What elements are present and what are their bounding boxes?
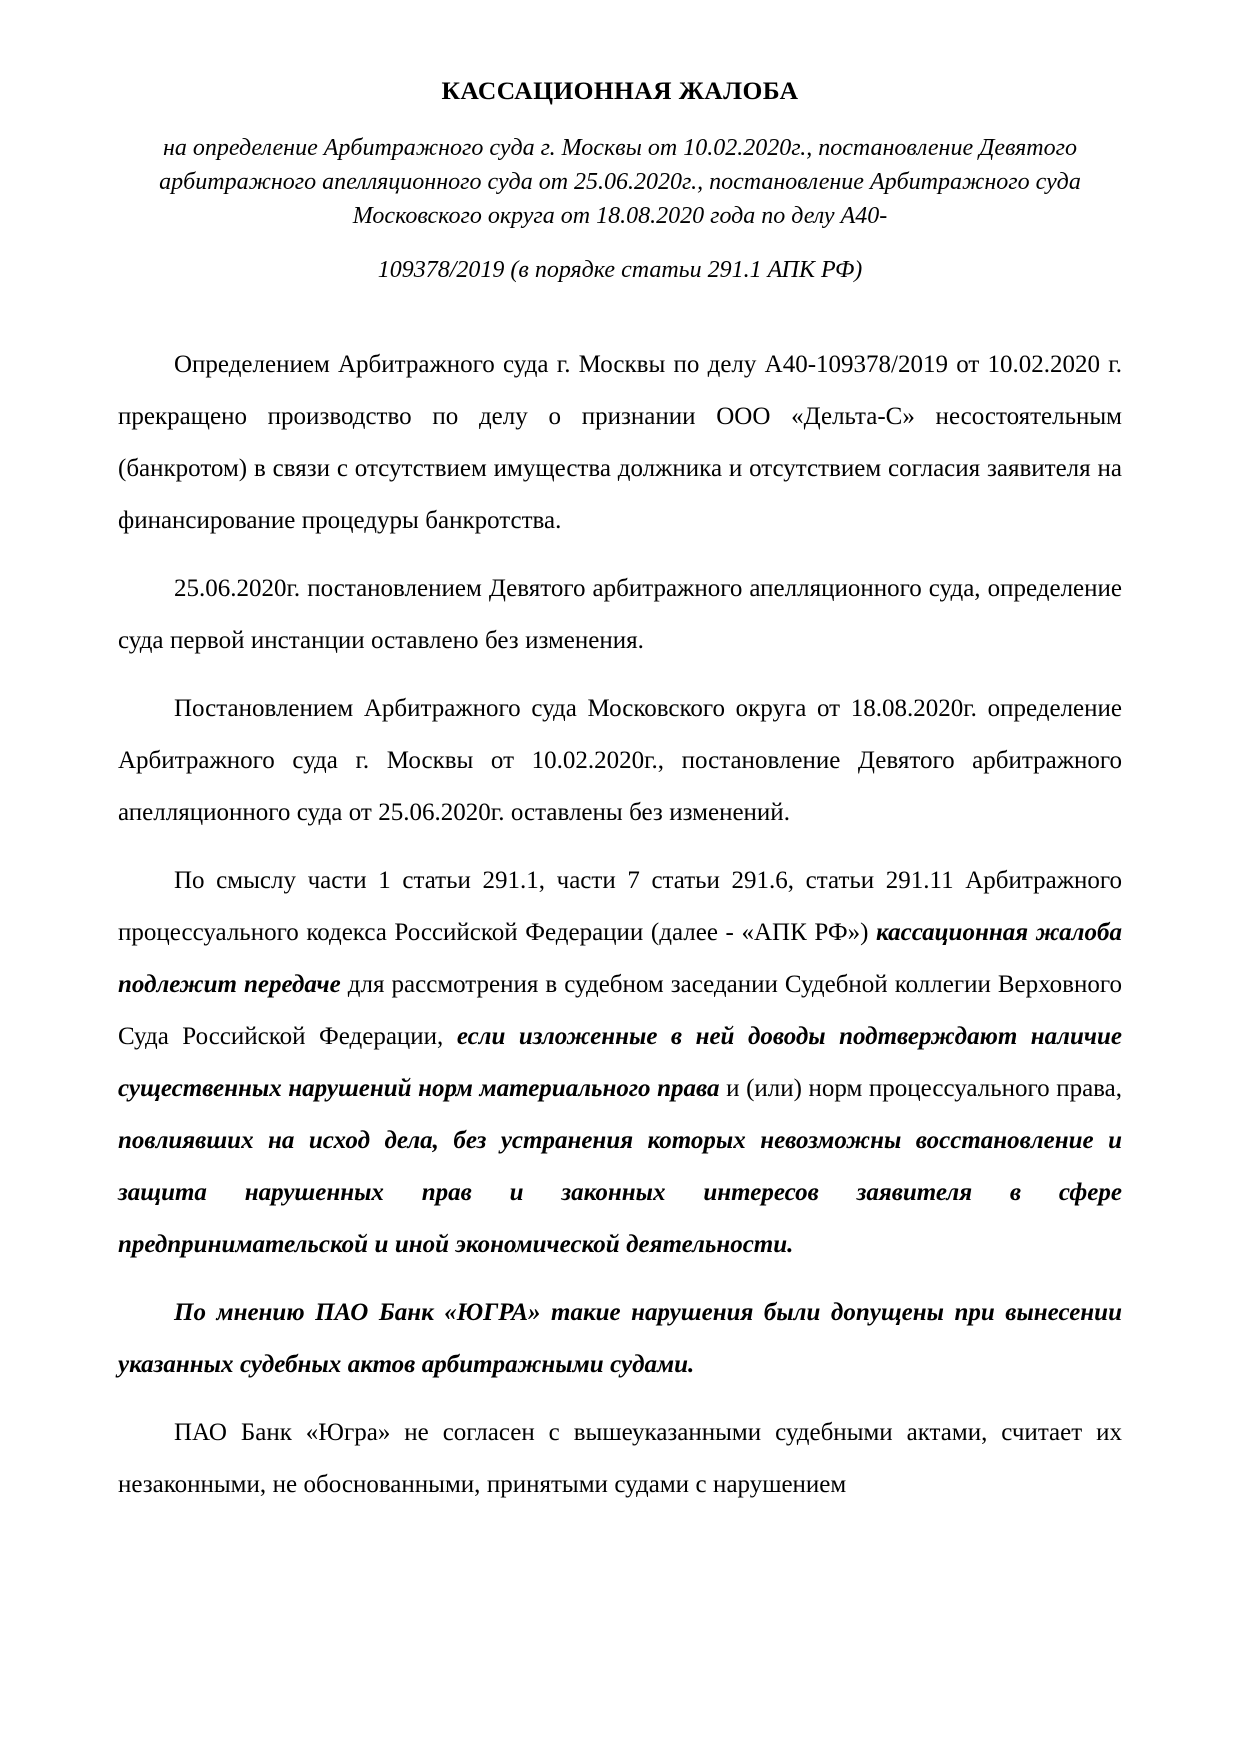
document-subtitle xyxy=(118,107,1122,287)
paragraph-6: ПАО Банк «Югра» не согласен с вышеуказанными судебными актами, считает их незаконными, не обоснованными, принятыми судами с нарушением xyxy=(118,1418,1122,1498)
text-run-5: и (или) норм процессуального права, xyxy=(719,1074,1123,1102)
paragraph-4 xyxy=(118,855,1122,1271)
subtitle-main-text: на определение Арбитражного суда г. Москвы от 10.02.2020г., постановление Девятого арбитражного апелляционного суда от 25.06.2020г., постановление Арбитражного суда Московского округа от 18.08.2020 года по делу А40- xyxy=(159,134,1081,229)
text-run-3: для рассмотрения в судебном заседании Судебной коллегии Верховного Суда Российской Федерации, xyxy=(118,970,1123,1050)
document-body xyxy=(118,287,1122,1511)
text-run-6: повлиявших на исход дела, без устранения которых невозможны восстановление и защита нарушенных прав и законных интересов заявителя в сфере предпринимательской и иной экономической деятельности. xyxy=(118,1126,1122,1258)
text-run-2: кассационная жалоба подлежит передаче xyxy=(118,918,1122,998)
text-run-1: По мнению ПАО Банк «ЮГРА» такие нарушения были допущены при вынесении указанных судебных актов арбитражными судами. xyxy=(118,1298,1122,1378)
paragraph-2: 25.06.2020г. постановлением Девятого арбитражного апелляционного суда, определение суда первой инстанции оставлено без изменения. xyxy=(118,574,1122,654)
text-run-4: если изложенные в ней доводы подтверждают наличие существенных нарушений норм материального права xyxy=(118,1022,1122,1102)
subtitle-tail-text: 109378/2019 (в порядке статьи 291.1 АПК РФ) xyxy=(377,256,863,283)
document-content xyxy=(118,0,1122,1511)
page-title: КАССАЦИОННАЯ ЖАЛОБА xyxy=(441,76,799,105)
paragraph-3: Постановлением Арбитражного суда Московского округа от 18.08.2020г. определение Арбитражного суда г. Москвы от 10.02.2020г., постановление Девятого арбитражного апелляционного суда от 25.06.2020г. оставлены без изменений. xyxy=(118,694,1122,826)
paragraph-1: Определением Арбитражного суда г. Москвы по делу А40-109378/2019 от 10.02.2020 г. прекращено производство по делу о признании ООО «Дельта-С» несостоятельным (банкротом) в связи с отсутствием имущества должника и отсутствием согласия заявителя на финансирование процедуры банкротства. xyxy=(118,350,1122,534)
paragraph-5 xyxy=(118,1287,1122,1391)
text-run-1: По смыслу части 1 статьи 291.1, части 7 статьи 291.6, статьи 291.11 Арбитражного процессуального кодекса Российской Федерации (далее - «АПК РФ») xyxy=(118,866,1122,946)
